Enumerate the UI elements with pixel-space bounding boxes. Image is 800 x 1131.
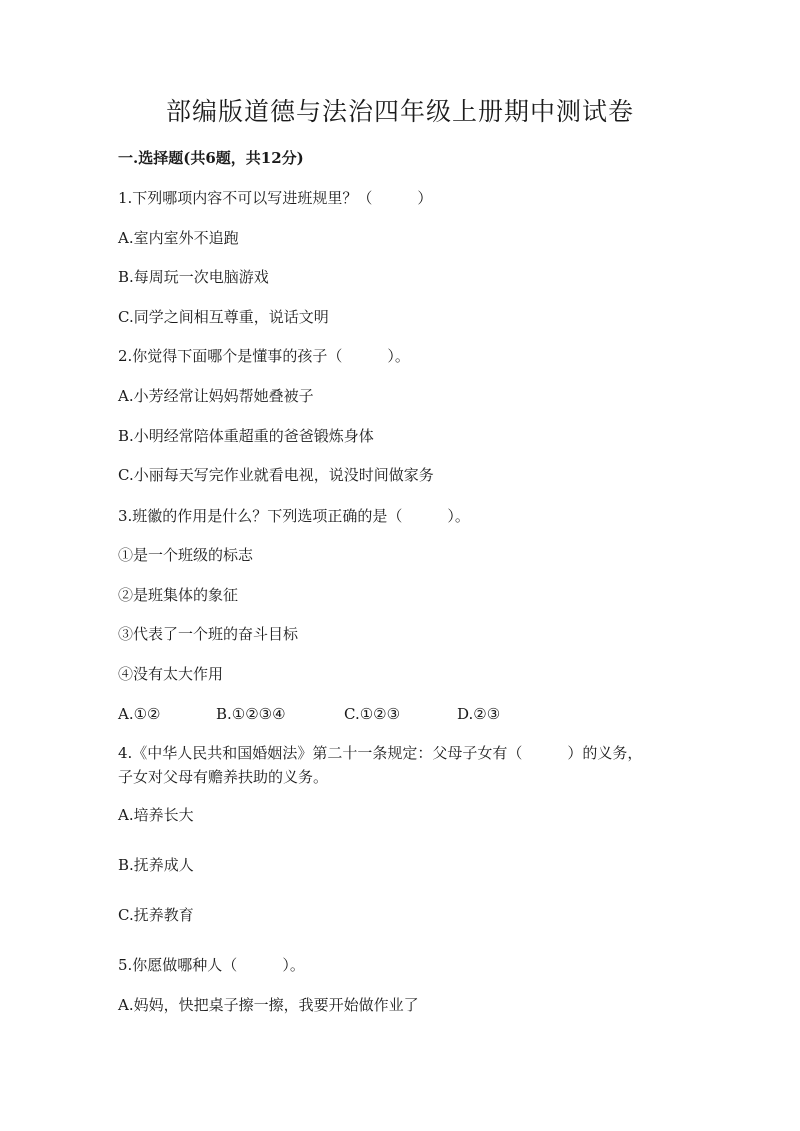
question-3-statement-2: ②是班集体的象征 bbox=[118, 586, 239, 604]
question-1-option-b: B.每周玩一次电脑游戏 bbox=[118, 268, 269, 286]
question-3-option-c: C.①②③ bbox=[344, 705, 401, 723]
question-3-statement-3: ③代表了一个班的奋斗目标 bbox=[118, 625, 299, 643]
question-3-statement-1: ①是一个班级的标志 bbox=[118, 546, 254, 564]
question-3-option-a: A.①② bbox=[118, 705, 161, 723]
question-3-option-b: B.①②③④ bbox=[216, 705, 286, 723]
question-5-stem: 5.你愿做哪种人（ ）。 bbox=[118, 956, 305, 974]
question-2-stem: 2.你觉得下面哪个是懂事的孩子（ ）。 bbox=[118, 347, 410, 365]
question-5-option-a: A.妈妈，快把桌子擦一擦，我要开始做作业了 bbox=[118, 996, 419, 1014]
question-4-stem-line-1: 4.《中华人民共和国婚姻法》第二十一条规定：父母子女有（ ）的义务， bbox=[118, 744, 643, 762]
question-4-option-c: C.抚养教育 bbox=[118, 906, 194, 924]
page-title: 部编版道德与法治四年级上册期中测试卷 bbox=[165, 97, 634, 126]
question-3-statement-4: ④没有太大作用 bbox=[118, 665, 224, 683]
question-4-option-b: B.抚养成人 bbox=[118, 856, 194, 874]
question-2-option-b: B.小明经常陪体重超重的爸爸锻炼身体 bbox=[118, 427, 374, 445]
question-2-option-c: C.小丽每天写完作业就看电视，说没时间做家务 bbox=[118, 466, 434, 484]
question-4-stem-line-2: 子女对父母有赡养扶助的义务。 bbox=[118, 768, 329, 786]
question-4-option-a: A.培养长大 bbox=[118, 806, 194, 824]
question-3-option-d: D.②③ bbox=[457, 705, 501, 723]
question-2-option-a: A.小芳经常让妈妈帮她叠被子 bbox=[118, 387, 314, 405]
section-heading: 一.选择题(共6题，共12分) bbox=[118, 149, 304, 167]
question-3-stem: 3.班徽的作用是什么？下列选项正确的是（ ）。 bbox=[118, 507, 470, 525]
question-1-option-a: A.室内室外不追跑 bbox=[118, 229, 239, 247]
question-1-option-c: C.同学之间相互尊重，说话文明 bbox=[118, 308, 329, 326]
question-1-stem: 1.下列哪项内容不可以写进班规里？（ ） bbox=[118, 189, 433, 207]
